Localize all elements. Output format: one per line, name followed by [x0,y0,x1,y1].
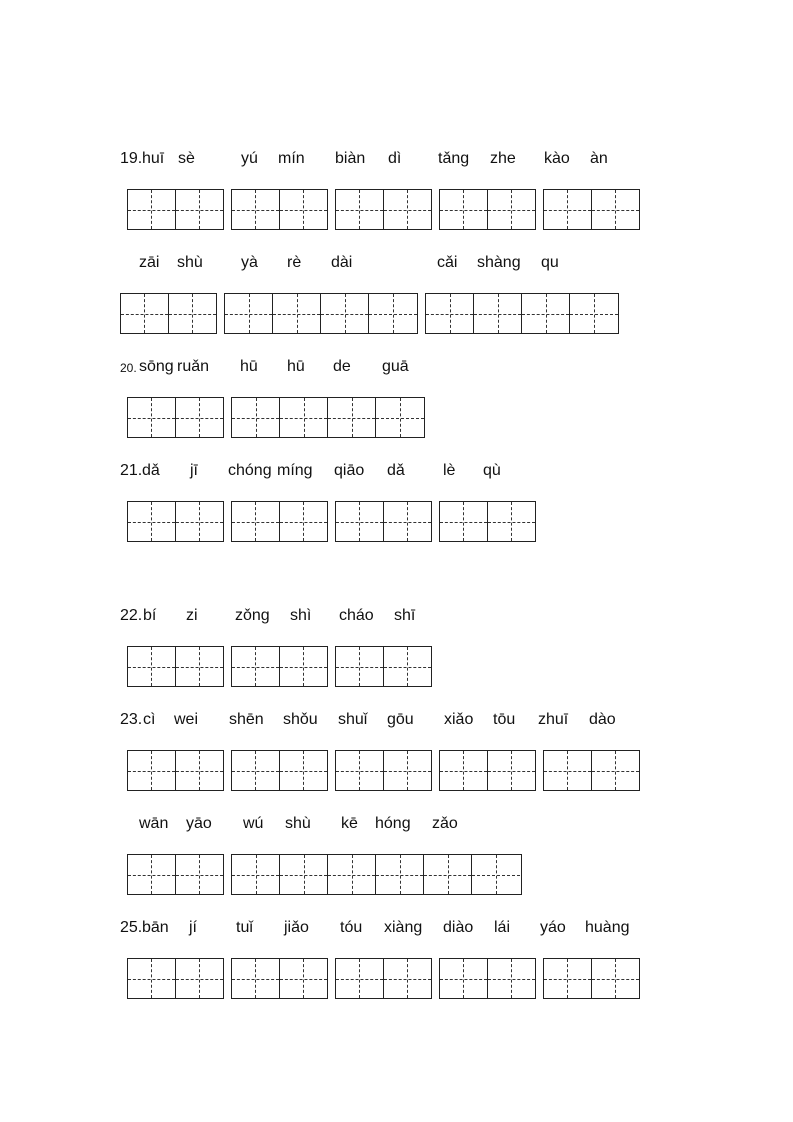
writing-cell[interactable] [426,294,474,333]
question-number: 23. [120,711,143,728]
pinyin: biàn [335,150,366,167]
pinyin: xiǎo [444,711,474,728]
pinyin: zāi [139,254,160,271]
writing-box-group[interactable] [231,958,328,999]
pinyin: yà [241,254,258,271]
writing-cell[interactable] [280,959,328,998]
writing-cell[interactable] [336,190,384,229]
pinyin: cháo [339,607,374,624]
writing-cell[interactable] [280,190,328,229]
pinyin: shù [285,815,311,832]
pinyin: wú [243,815,264,832]
question-number: 25. [120,919,143,936]
pinyin: bān [142,919,169,936]
writing-cell[interactable] [232,647,280,686]
pinyin: tóu [340,919,363,936]
writing-box-group[interactable] [127,750,224,791]
writing-cell[interactable] [225,294,273,333]
question-number: 22. [120,607,143,624]
pinyin: shuǐ [338,711,368,728]
writing-box-group[interactable] [543,958,640,999]
pinyin: rè [287,254,302,271]
pinyin: dào [589,711,616,728]
writing-cell[interactable] [128,502,176,541]
writing-cell[interactable] [176,959,224,998]
writing-cell[interactable] [570,294,618,333]
writing-cell[interactable] [328,855,376,894]
writing-box-group[interactable] [335,189,432,230]
writing-box-group[interactable] [127,958,224,999]
pinyin: mín [278,150,305,167]
writing-box-group[interactable] [231,501,328,542]
pinyin: sè [178,150,195,167]
writing-cell[interactable] [232,751,280,790]
pinyin: diào [443,919,474,936]
writing-cell[interactable] [280,502,328,541]
writing-box-group[interactable] [231,750,328,791]
pinyin: tuǐ [236,919,253,936]
writing-cell[interactable] [176,647,224,686]
pinyin: zhuī [538,711,569,728]
writing-cell[interactable] [472,855,520,894]
writing-cell[interactable] [440,502,488,541]
writing-cell[interactable] [232,398,280,437]
writing-box-group[interactable] [425,293,619,334]
writing-box-group[interactable] [231,189,328,230]
writing-box-group[interactable] [335,646,432,687]
writing-cell[interactable] [128,398,176,437]
pinyin: hū [287,358,305,375]
writing-cell[interactable] [440,959,488,998]
writing-cell[interactable] [128,751,176,790]
writing-cell[interactable] [522,294,570,333]
writing-cell[interactable] [232,855,280,894]
pinyin: xiàng [384,919,423,936]
writing-cell[interactable] [384,647,432,686]
pinyin: cì [143,711,156,728]
question-number: 19. [120,150,143,167]
writing-cell[interactable] [384,190,432,229]
writing-box-group[interactable] [335,750,432,791]
pinyin: shēn [229,711,264,728]
writing-cell[interactable] [440,751,488,790]
pinyin: shàng [477,254,521,271]
pinyin: dài [331,254,353,271]
writing-cell[interactable] [488,502,536,541]
writing-cell[interactable] [280,751,328,790]
writing-box-group[interactable] [439,958,536,999]
pinyin: shǒu [283,711,318,728]
writing-cell[interactable] [280,647,328,686]
pinyin: de [333,358,351,375]
writing-box-group[interactable] [439,501,536,542]
pinyin: jiǎo [284,919,309,936]
pinyin: yú [241,150,258,167]
writing-cell[interactable] [424,855,472,894]
writing-box-group[interactable] [543,189,640,230]
writing-cell[interactable] [176,855,224,894]
pinyin: chóng [228,462,272,479]
writing-cell[interactable] [280,398,328,437]
writing-box-group[interactable] [231,646,328,687]
writing-box-group[interactable] [127,501,224,542]
pinyin: hóng [375,815,411,832]
pinyin: cǎi [437,254,458,271]
writing-box-group[interactable] [224,293,418,334]
writing-box-group[interactable] [439,750,536,791]
writing-cell[interactable] [544,959,592,998]
pinyin: wān [139,815,169,832]
writing-box-group[interactable] [231,397,425,438]
writing-cell[interactable] [336,647,384,686]
writing-cell[interactable] [544,751,592,790]
question-number: 20. [120,361,137,375]
writing-cell[interactable] [176,502,224,541]
writing-cell[interactable] [176,751,224,790]
writing-cell[interactable] [128,190,176,229]
pinyin: yāo [186,815,212,832]
pinyin: àn [590,150,608,167]
pinyin: zǎo [432,815,458,832]
pinyin: jí [189,919,197,936]
pinyin: qù [483,462,501,479]
writing-cell[interactable] [440,190,488,229]
writing-cell[interactable] [488,751,536,790]
pinyin: gōu [387,711,414,728]
writing-cell[interactable] [336,751,384,790]
writing-cell[interactable] [232,502,280,541]
writing-cell[interactable] [176,398,224,437]
pinyin: huàng [585,919,630,936]
pinyin: bí [143,607,157,624]
writing-cell[interactable] [121,294,169,333]
writing-cell[interactable] [384,751,432,790]
writing-cell[interactable] [384,502,432,541]
writing-cell[interactable] [592,959,640,998]
writing-cell[interactable] [474,294,522,333]
writing-box-group[interactable] [127,854,224,895]
writing-box-group[interactable] [231,854,522,895]
pinyin: shī [394,607,416,624]
pinyin: zi [186,607,198,624]
writing-cell[interactable] [169,294,217,333]
writing-box-group[interactable] [439,189,536,230]
writing-box-group[interactable] [127,397,224,438]
writing-cell[interactable] [592,190,640,229]
writing-cell[interactable] [336,502,384,541]
writing-cell[interactable] [128,959,176,998]
pinyin: lè [443,462,456,479]
pinyin: tǎng [438,150,470,167]
pinyin: zǒng [235,607,270,624]
writing-box-group[interactable] [127,646,224,687]
pinyin: huī [142,150,165,167]
writing-cell[interactable] [336,959,384,998]
pinyin: yáo [540,919,566,936]
pinyin: qiāo [334,462,365,479]
pinyin: tōu [493,711,516,728]
writing-cell[interactable] [321,294,369,333]
pinyin: lái [494,919,511,936]
writing-cell[interactable] [384,959,432,998]
writing-cell[interactable] [376,398,424,437]
pinyin: ruǎn [177,358,210,375]
pinyin: shì [290,607,312,624]
pinyin: kē [341,815,358,832]
writing-cell[interactable] [544,190,592,229]
pinyin: wei [174,711,199,728]
pinyin: míng [277,462,313,479]
pinyin: hū [240,358,258,375]
pinyin: kào [544,150,570,167]
writing-cell[interactable] [128,647,176,686]
pinyin: sōng [139,358,174,375]
writing-cell[interactable] [369,294,417,333]
writing-box-group[interactable] [335,501,432,542]
writing-box-group[interactable] [120,293,217,334]
writing-cell[interactable] [232,190,280,229]
pinyin: qu [541,254,559,271]
pinyin: zhe [490,150,516,167]
writing-cell[interactable] [280,855,328,894]
pinyin: guā [382,358,409,375]
writing-box-group[interactable] [335,958,432,999]
writing-cell[interactable] [273,294,321,333]
writing-cell[interactable] [328,398,376,437]
writing-cell[interactable] [488,190,536,229]
writing-cell[interactable] [176,190,224,229]
pinyin: shù [177,254,203,271]
writing-box-group[interactable] [543,750,640,791]
pinyin: dǎ [387,462,405,479]
writing-cell[interactable] [592,751,640,790]
writing-cell[interactable] [376,855,424,894]
writing-box-group[interactable] [127,189,224,230]
writing-cell[interactable] [232,959,280,998]
pinyin: dì [388,150,402,167]
pinyin: jī [190,462,198,479]
writing-cell[interactable] [488,959,536,998]
writing-cell[interactable] [128,855,176,894]
pinyin: dǎ [142,462,160,479]
question-number: 21. [120,462,143,479]
